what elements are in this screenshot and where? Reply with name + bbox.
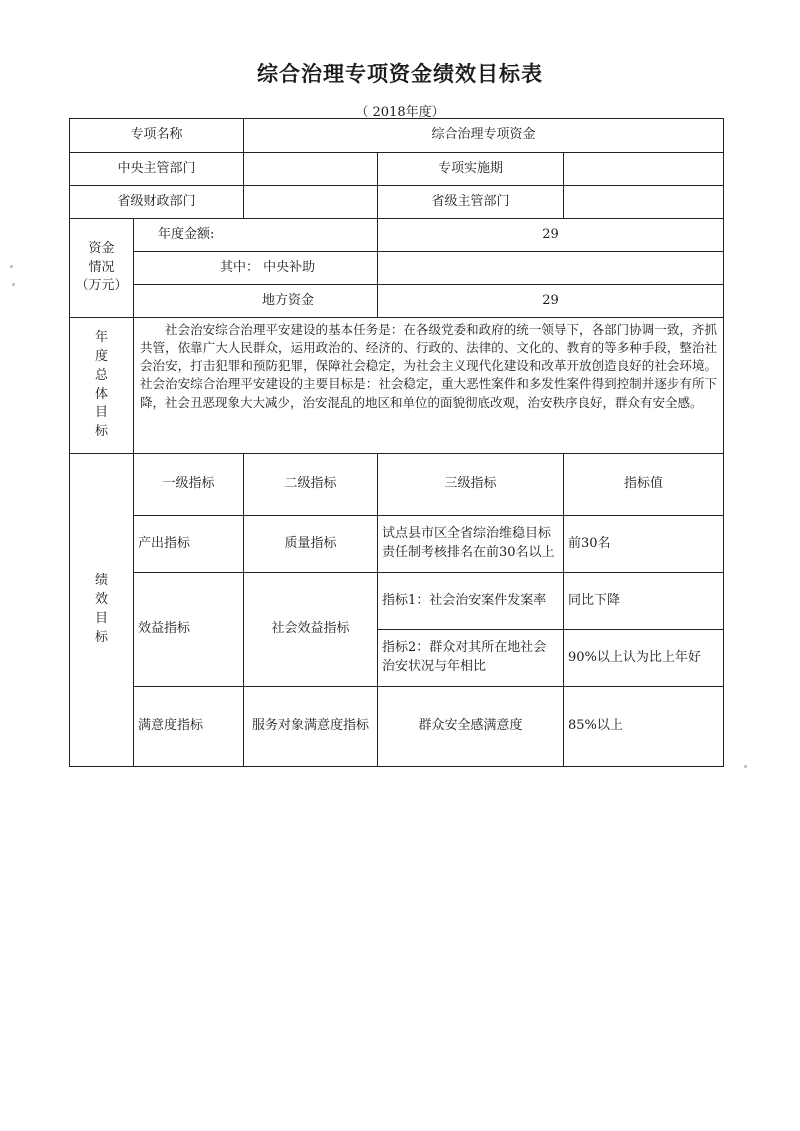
satisfaction-level3: 群众安全感满意度	[378, 687, 564, 767]
local-funds-value: 29	[378, 285, 724, 318]
goal-label-char: 标	[94, 424, 108, 440]
period-value	[564, 153, 724, 186]
provincial-finance-label: 省级财政部门	[70, 186, 244, 219]
benefit-value-1: 同比下降	[564, 573, 724, 630]
goal-label-char: 年	[94, 329, 108, 345]
annual-amount-value: 29	[378, 219, 724, 252]
satisfaction-value: 85%以上	[564, 687, 724, 767]
satisfaction-level2: 服务对象满意度指标	[244, 687, 378, 767]
funds-section-label	[70, 219, 134, 318]
central-subsidy-label: 其中： 中央补助	[134, 252, 378, 285]
provincial-dept-value	[564, 186, 724, 219]
header-value: 指标值	[564, 454, 724, 516]
satisfaction-level1: 满意度指标	[134, 687, 244, 767]
benefit-level1: 效益指标	[134, 573, 244, 687]
funds-label-line: （万元）	[75, 278, 128, 294]
central-dept-value	[244, 153, 378, 186]
output-value: 前30名	[564, 516, 724, 573]
perf-label-char: 标	[94, 629, 108, 645]
annual-amount-label: 年度金额:	[134, 219, 378, 252]
local-funds-label: 地方资金	[134, 285, 378, 318]
benefit-value-2: 90%以上认为比上年好	[564, 630, 724, 687]
period-label: 专项实施期	[378, 153, 564, 186]
central-subsidy-value	[378, 252, 724, 285]
year-label: （ 2018年度）	[355, 105, 445, 120]
scan-speck	[744, 765, 747, 768]
benefit-level3-2: 指标2：群众对其所在地社会治安状况与年相比	[378, 630, 564, 687]
performance-target-table	[69, 118, 724, 767]
goal-label-char: 体	[94, 386, 108, 402]
perf-label-char: 绩	[94, 573, 108, 589]
output-level1: 产出指标	[134, 516, 244, 573]
benefit-level3-1: 指标1：社会治安案件发案率	[378, 573, 564, 630]
provincial-dept-label: 省级主管部门	[378, 186, 564, 219]
project-name-label: 专项名称	[70, 119, 244, 153]
header-level2: 二级指标	[244, 454, 378, 516]
central-dept-label: 中央主管部门	[70, 153, 244, 186]
header-level1: 一级指标	[134, 454, 244, 516]
goal-label-char: 度	[94, 348, 108, 364]
goal-label-char: 总	[94, 367, 108, 383]
scan-speck	[10, 265, 13, 268]
output-level3: 试点县市区全省综治维稳目标责任制考核排名在前30名以上	[378, 516, 564, 573]
provincial-finance-value	[244, 186, 378, 219]
page-title: 综合治理专项资金绩效目标表	[257, 61, 543, 86]
perf-label-char: 目	[94, 611, 108, 626]
output-level2: 质量指标	[244, 516, 378, 573]
funds-label-line: 资金	[88, 240, 115, 256]
scan-speck	[12, 283, 15, 286]
annual-goal-text: 社会治安综合治理平安建设的基本任务是：在各级党委和政府的统一领导下，各部门协调一致，齐抓共管，依靠广大人民群众，运用政治的、经济的、行政的、法律的、文化的、教育的等多种手段，整治社会治安，打击犯罪和预防犯罪，保障社会稳定，为社会主义现代化建设和改革开放创造良好的社会环境。社会治安综合治理平安建设的主要目标是：社会稳定，重大恶性案件和多发性案件得到控制并逐步有所下降，社会丑恶现象大大减少，治安混乱的地区和单位的面貌彻底改观，治安秩序良好，群众有安全感。	[134, 318, 724, 454]
goal-label-char: 目	[94, 405, 108, 421]
perf-label-char: 效	[94, 592, 108, 608]
benefit-level2: 社会效益指标	[244, 573, 378, 687]
funds-label-line: 情况	[88, 259, 115, 275]
project-name-value: 综合治理专项资金	[244, 119, 724, 153]
header-level3: 三级指标	[378, 454, 564, 516]
performance-goal-label	[70, 454, 134, 767]
annual-goal-label	[70, 318, 134, 454]
